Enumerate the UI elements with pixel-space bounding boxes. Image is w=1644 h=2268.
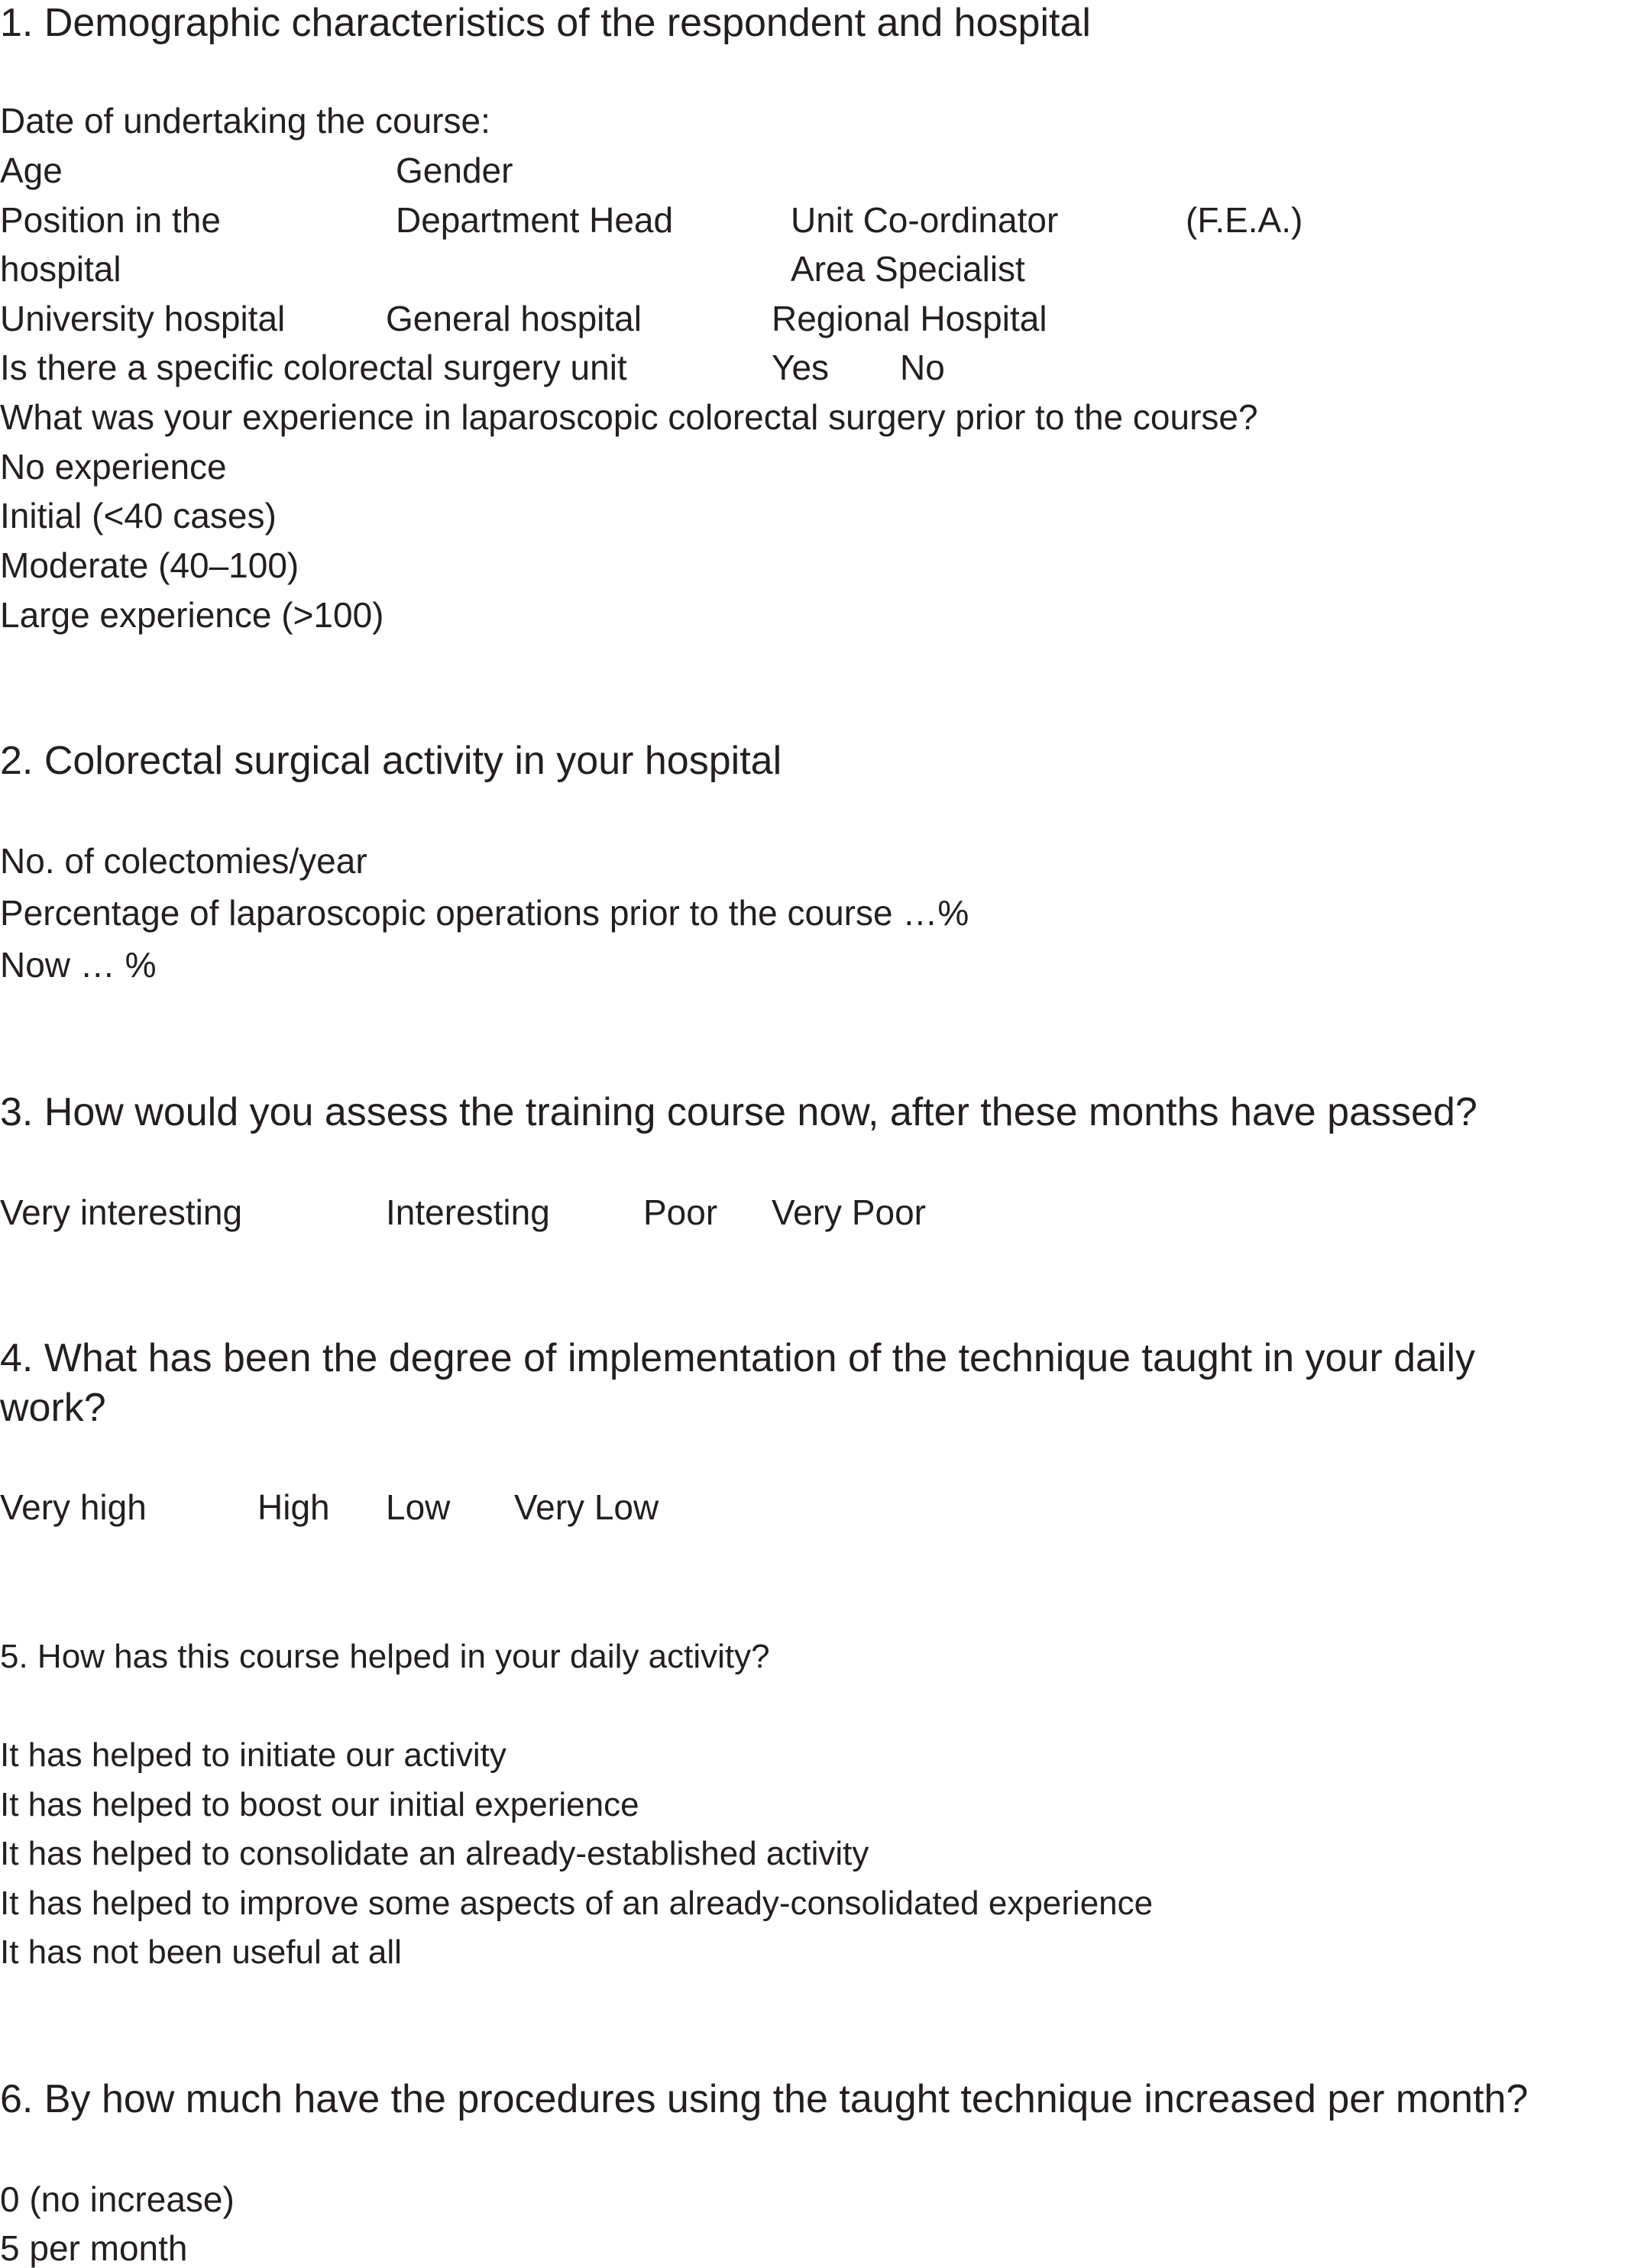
option-fea: (F.E.A.) (1186, 200, 1303, 240)
option-area-specialist: Area Specialist (791, 249, 1025, 289)
implementation-option: Low (386, 1487, 451, 1527)
percentage-now-label: Now … % (0, 945, 157, 985)
implementation-option: Very high (0, 1487, 147, 1527)
assessment-option: Interesting (386, 1192, 550, 1232)
assessment-option: Very interesting (0, 1192, 243, 1232)
percentage-prior-label: Percentage of laparoscopic operations prior to the course …% (0, 893, 969, 933)
experience-option: No experience (0, 447, 227, 487)
option-general-hospital: General hospital (386, 299, 642, 338)
section-1-heading: 1. Demographic characteristics of the respondent and hospital (0, 1, 1091, 45)
option-yes: Yes (772, 348, 830, 387)
option-department-head: Department Head (396, 200, 674, 240)
assessment-option: Poor (643, 1192, 718, 1232)
implementation-option: High (257, 1487, 330, 1527)
increase-option: 0 (no increase) (0, 2179, 235, 2219)
option-unit-coordinator: Unit Co-ordinator (791, 200, 1059, 240)
experience-option: Moderate (40–100) (0, 545, 299, 585)
implementation-option: Very Low (514, 1487, 659, 1527)
helpfulness-option: It has helped to boost our initial experience (0, 1786, 639, 1823)
course-date-label: Date of undertaking the course: (0, 101, 490, 141)
experience-option: Large experience (>100) (0, 595, 384, 635)
option-no: No (900, 348, 945, 387)
section-2-heading: 2. Colorectal surgical activity in your hospital (0, 739, 782, 783)
age-label: Age (0, 150, 63, 190)
gender-label: Gender (396, 150, 513, 190)
helpfulness-option: It has helped to improve some aspects of an already-consolidated experience (0, 1885, 1154, 1922)
section-5-heading: 5. How has this course helped in your daily activity? (0, 1638, 770, 1675)
option-university-hospital: University hospital (0, 299, 286, 338)
section-4-heading: 4. What has been the degree of implementation of the technique taught in your daily (0, 1336, 1476, 1380)
section-4-heading-continued: work? (0, 1386, 106, 1430)
experience-question: What was your experience in laparoscopic colorectal surgery prior to the course? (0, 397, 1258, 437)
assessment-option: Very Poor (772, 1192, 926, 1232)
helpfulness-option: It has helped to consolidate an already-established activity (0, 1835, 869, 1872)
colorectal-unit-question: Is there a specific colorectal surgery unit (0, 348, 627, 387)
increase-option: 5 per month (0, 2228, 188, 2268)
section-6-heading: 6. By how much have the procedures using the taught technique increased per month? (0, 2077, 1529, 2121)
helpfulness-option: It has not been useful at all (0, 1933, 402, 1971)
position-label-continued: hospital (0, 249, 121, 289)
option-regional-hospital: Regional Hospital (772, 299, 1047, 338)
experience-option: Initial (<40 cases) (0, 496, 277, 535)
colectomies-label: No. of colectomies/year (0, 841, 367, 881)
helpfulness-option: It has helped to initiate our activity (0, 1736, 506, 1774)
position-label: Position in the (0, 200, 221, 240)
section-3-heading: 3. How would you assess the training course now, after these months have passed? (0, 1090, 1477, 1134)
